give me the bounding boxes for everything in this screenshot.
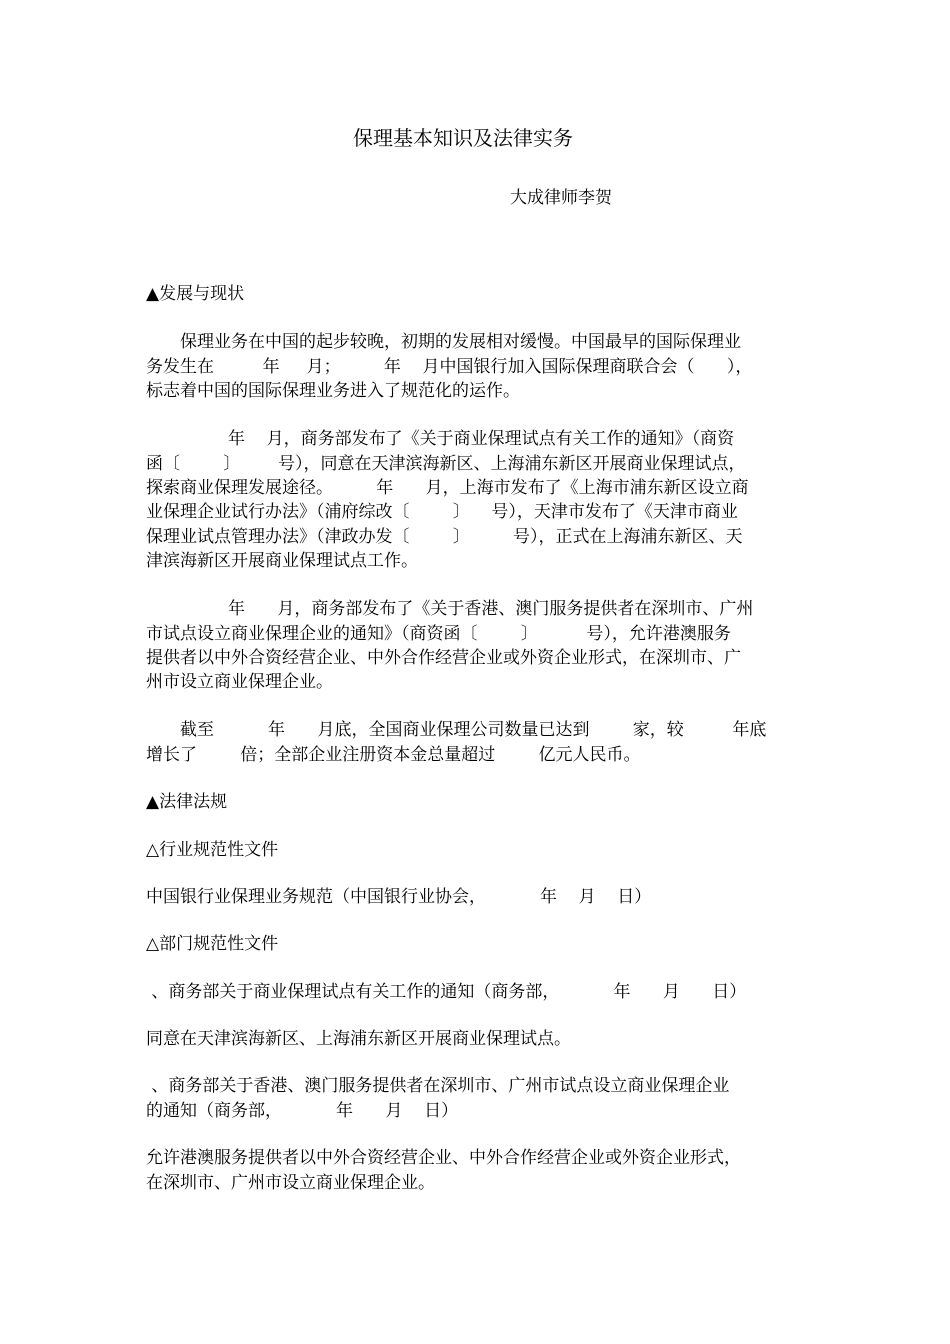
- department-document-item: 、商务部关于商业保理试点有关工作的通知（商务部， 年 月 日）: [146, 982, 747, 1002]
- paragraph-line: 保理业务在中国的起步较晚，初期的发展相对缓慢。中国最早的国际保理业: [180, 332, 741, 352]
- subheading-department: △部门规范性文件: [146, 934, 279, 954]
- paragraph-line: 标志着中国的国际保理业务进入了规范化的运作。: [146, 381, 520, 401]
- paragraph-line: 截至 年 月底，全国商业保理公司数量已达到 家，较 年底: [180, 720, 767, 740]
- paragraph-line: 探索商业保理发展途径。 年 月，上海市发布了《上海市浦东新区设立商: [146, 478, 749, 498]
- department-document-note: 允许港澳服务提供者以中外合资经营企业、中外合作经营企业或外资企业形式，: [146, 1148, 741, 1168]
- paragraph-line: 业保理企业试行办法》（浦府综改〔 〕 号），天津市发布了《天津市商业: [146, 502, 738, 522]
- paragraph-line: 提供者以中外合资经营企业、中外合作经营企业或外资企业形式，在深圳市、广: [146, 648, 741, 668]
- paragraph-line: 保理业试点管理办法》（津政办发〔 〕 号），正式在上海浦东新区、天: [146, 527, 743, 547]
- department-document-item: 、商务部关于香港、澳门服务提供者在深圳市、广州市试点设立商业保理企业: [146, 1076, 730, 1096]
- paragraph-line: 州市设立商业保理企业。: [146, 672, 333, 692]
- paragraph-line: 年 月，商务部发布了《关于商业保理试点有关工作的通知》（商资: [228, 429, 735, 449]
- paragraph-line: 年 月，商务部发布了《关于香港、澳门服务提供者在深圳市、广州: [228, 599, 754, 619]
- paragraph-line: 津滨海新区开展商业保理试点工作。: [146, 551, 418, 571]
- paragraph-line: 市试点设立商业保理企业的通知》（商资函〔 〕 号），允许港澳服务: [146, 624, 731, 644]
- document-title: 保理基本知识及法律实务: [353, 126, 573, 150]
- department-document-note: 同意在天津滨海新区、上海浦东新区开展商业保理试点。: [146, 1029, 571, 1049]
- section-heading-law: ▲法律法规: [146, 792, 228, 812]
- paragraph-line: 增长了 倍；全部企业注册资本金总量超过 亿元人民币。: [146, 745, 641, 765]
- section-heading-development: ▲发展与现状: [146, 284, 245, 304]
- paragraph-line: 务发生在 年 月； 年 月中国银行加入国际保理商联合会（ ），: [146, 357, 753, 377]
- author-line: 大成律师李贺: [510, 188, 612, 208]
- department-document-note: 在深圳市、广州市设立商业保理企业。: [146, 1173, 435, 1193]
- department-document-item: 的通知（商务部， 年 月 日）: [146, 1101, 459, 1121]
- subheading-industry: △行业规范性文件: [146, 840, 279, 860]
- paragraph-line: 函〔 〕 号），同意在天津滨海新区、上海浦东新区开展商业保理试点，: [146, 454, 746, 474]
- industry-document-item: 中国银行业保理业务规范（中国银行业协会， 年 月 日）: [146, 887, 652, 907]
